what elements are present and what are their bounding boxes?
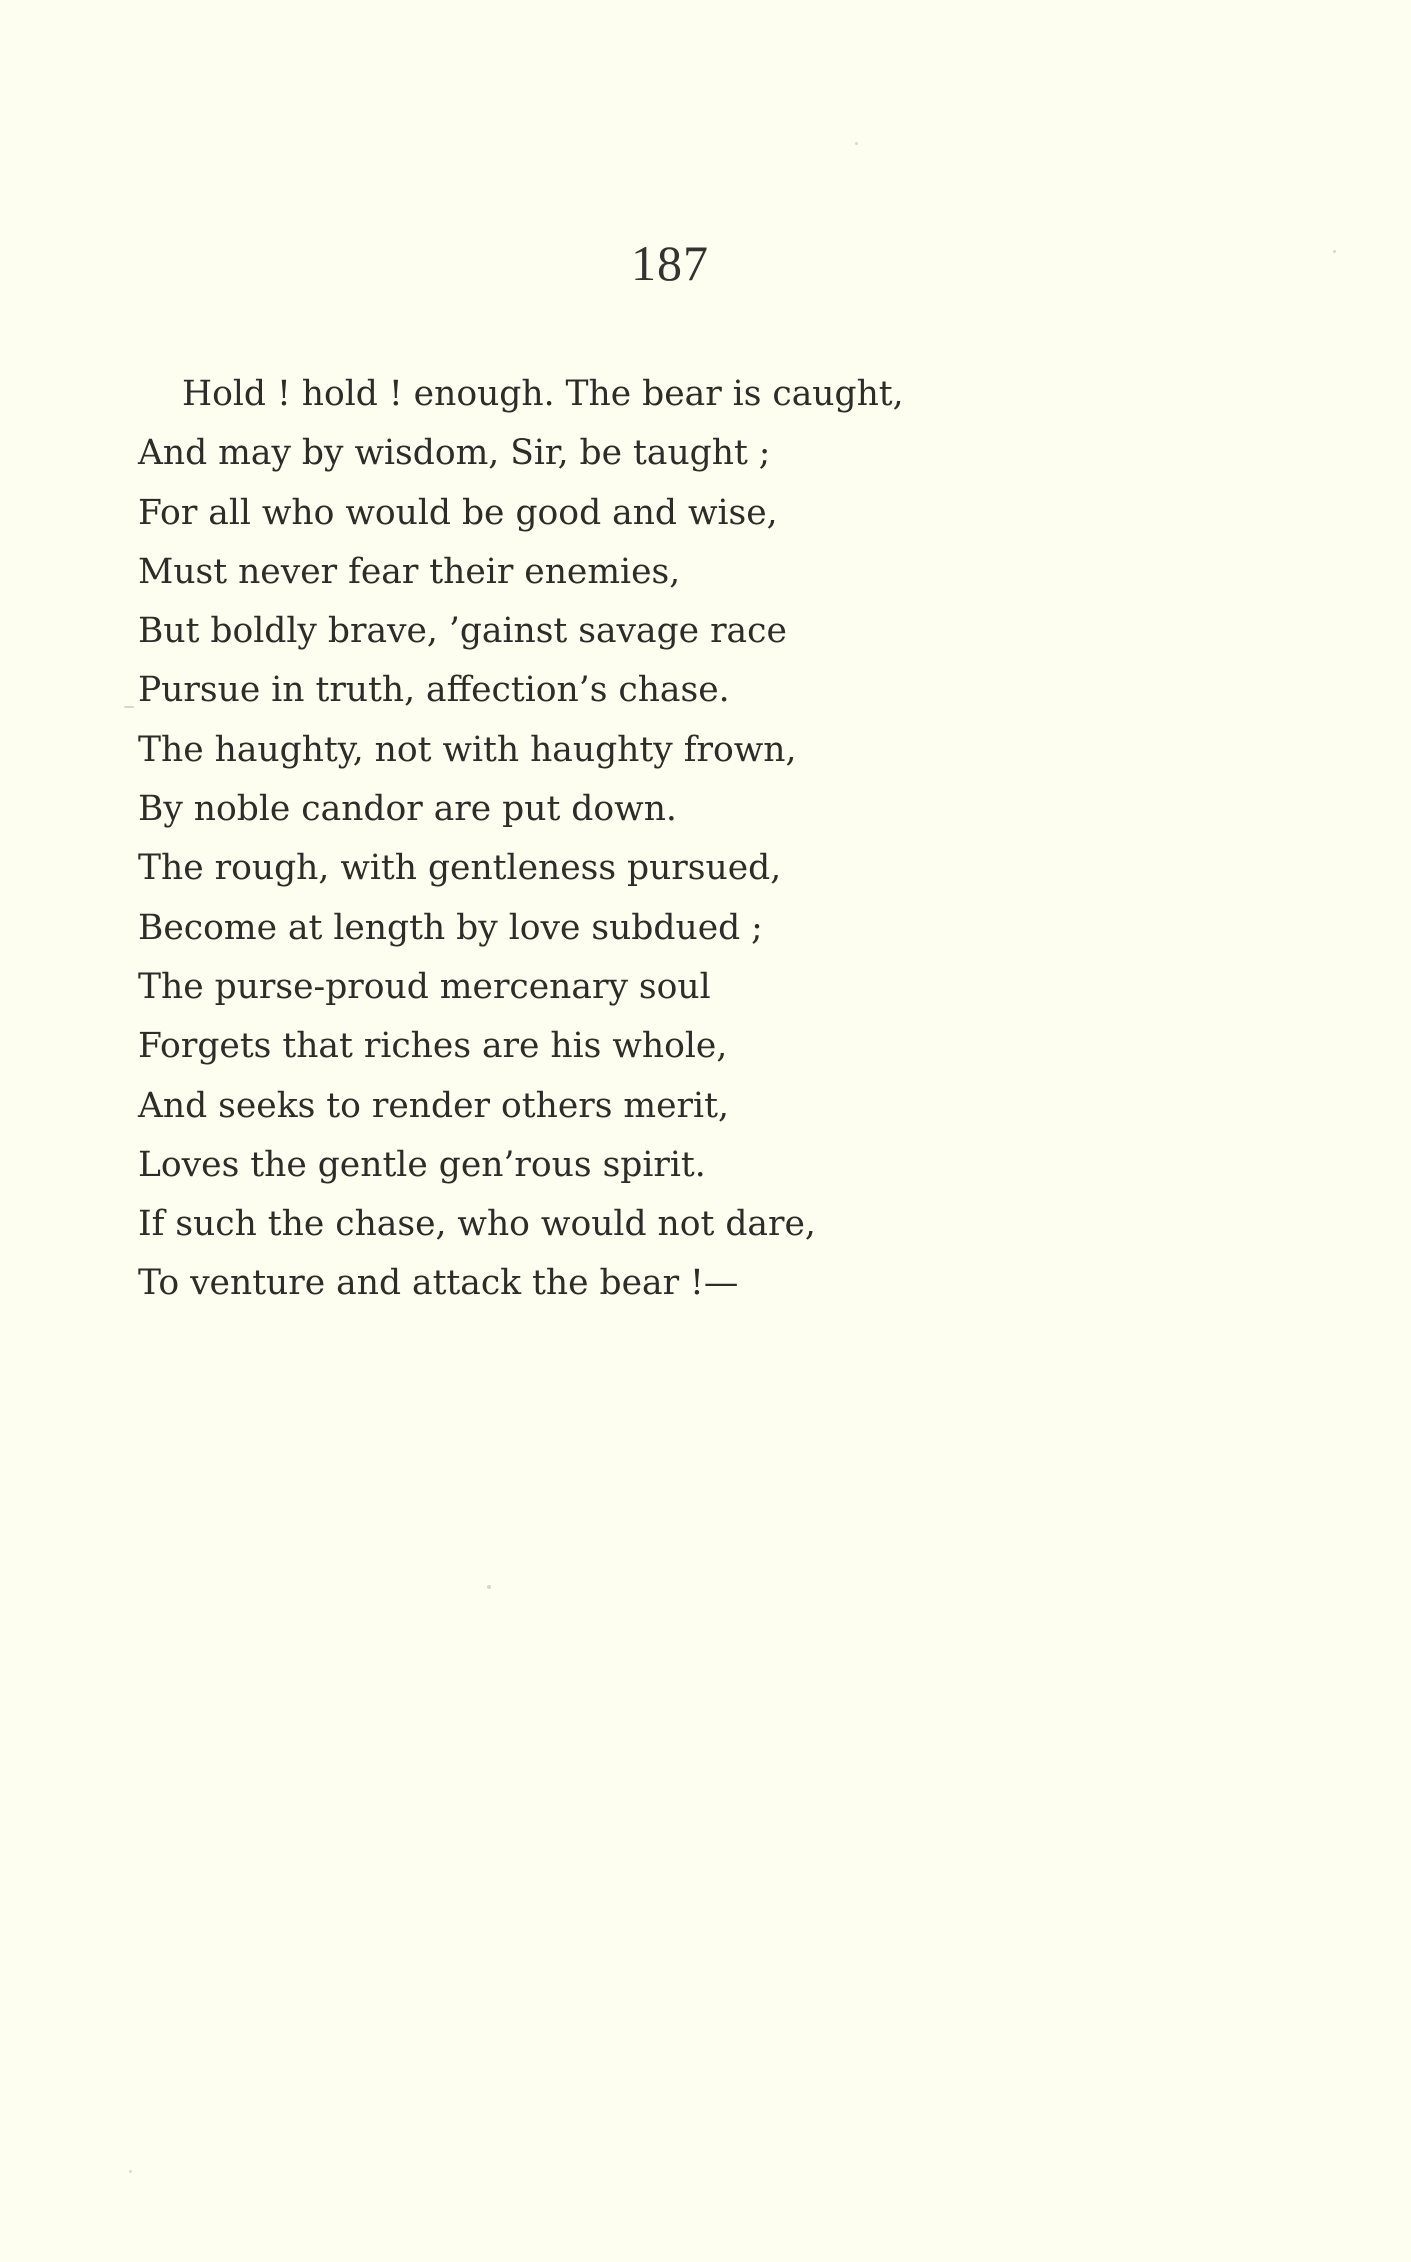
- paper-speck: [487, 1585, 491, 1589]
- poem-line: Pursue in truth, affection’s chase.: [138, 670, 730, 711]
- poem-line: By noble candor are put down.: [138, 789, 677, 830]
- poem-line: Hold ! hold ! enough. The bear is caught,: [182, 374, 904, 414]
- poem-line: If such the chase, who would not dare,: [138, 1204, 816, 1245]
- paper-speck: [855, 142, 858, 145]
- page-number: 187: [631, 235, 709, 291]
- poem-line: The purse-proud mercenary soul: [138, 966, 711, 1007]
- poem-line: For all who would be good and wise,: [138, 492, 778, 533]
- poem-line: But boldly brave, ’gainst savage race: [138, 611, 787, 652]
- paper-speck: [129, 2170, 132, 2173]
- poem-line: Become at length by love subdued ;: [138, 907, 763, 948]
- paper-speck: [124, 706, 134, 708]
- poem-line: Must never fear their enemies,: [138, 551, 681, 592]
- poem-stanza: [138, 365, 1268, 1314]
- poem-line: To venture and attack the bear !—: [138, 1263, 739, 1304]
- paper-speck: [1333, 250, 1336, 253]
- poem-line: Forgets that riches are his whole,: [138, 1026, 728, 1067]
- poem-line: And seeks to render others merit,: [138, 1085, 729, 1126]
- poem-line: The rough, with gentleness pursued,: [138, 848, 782, 889]
- poem-line: Loves the gentle gen’rous spirit.: [138, 1144, 706, 1185]
- poem-line: The haughty, not with haughty frown,: [138, 729, 797, 770]
- poem-line: And may by wisdom, Sir, be taught ;: [138, 433, 771, 474]
